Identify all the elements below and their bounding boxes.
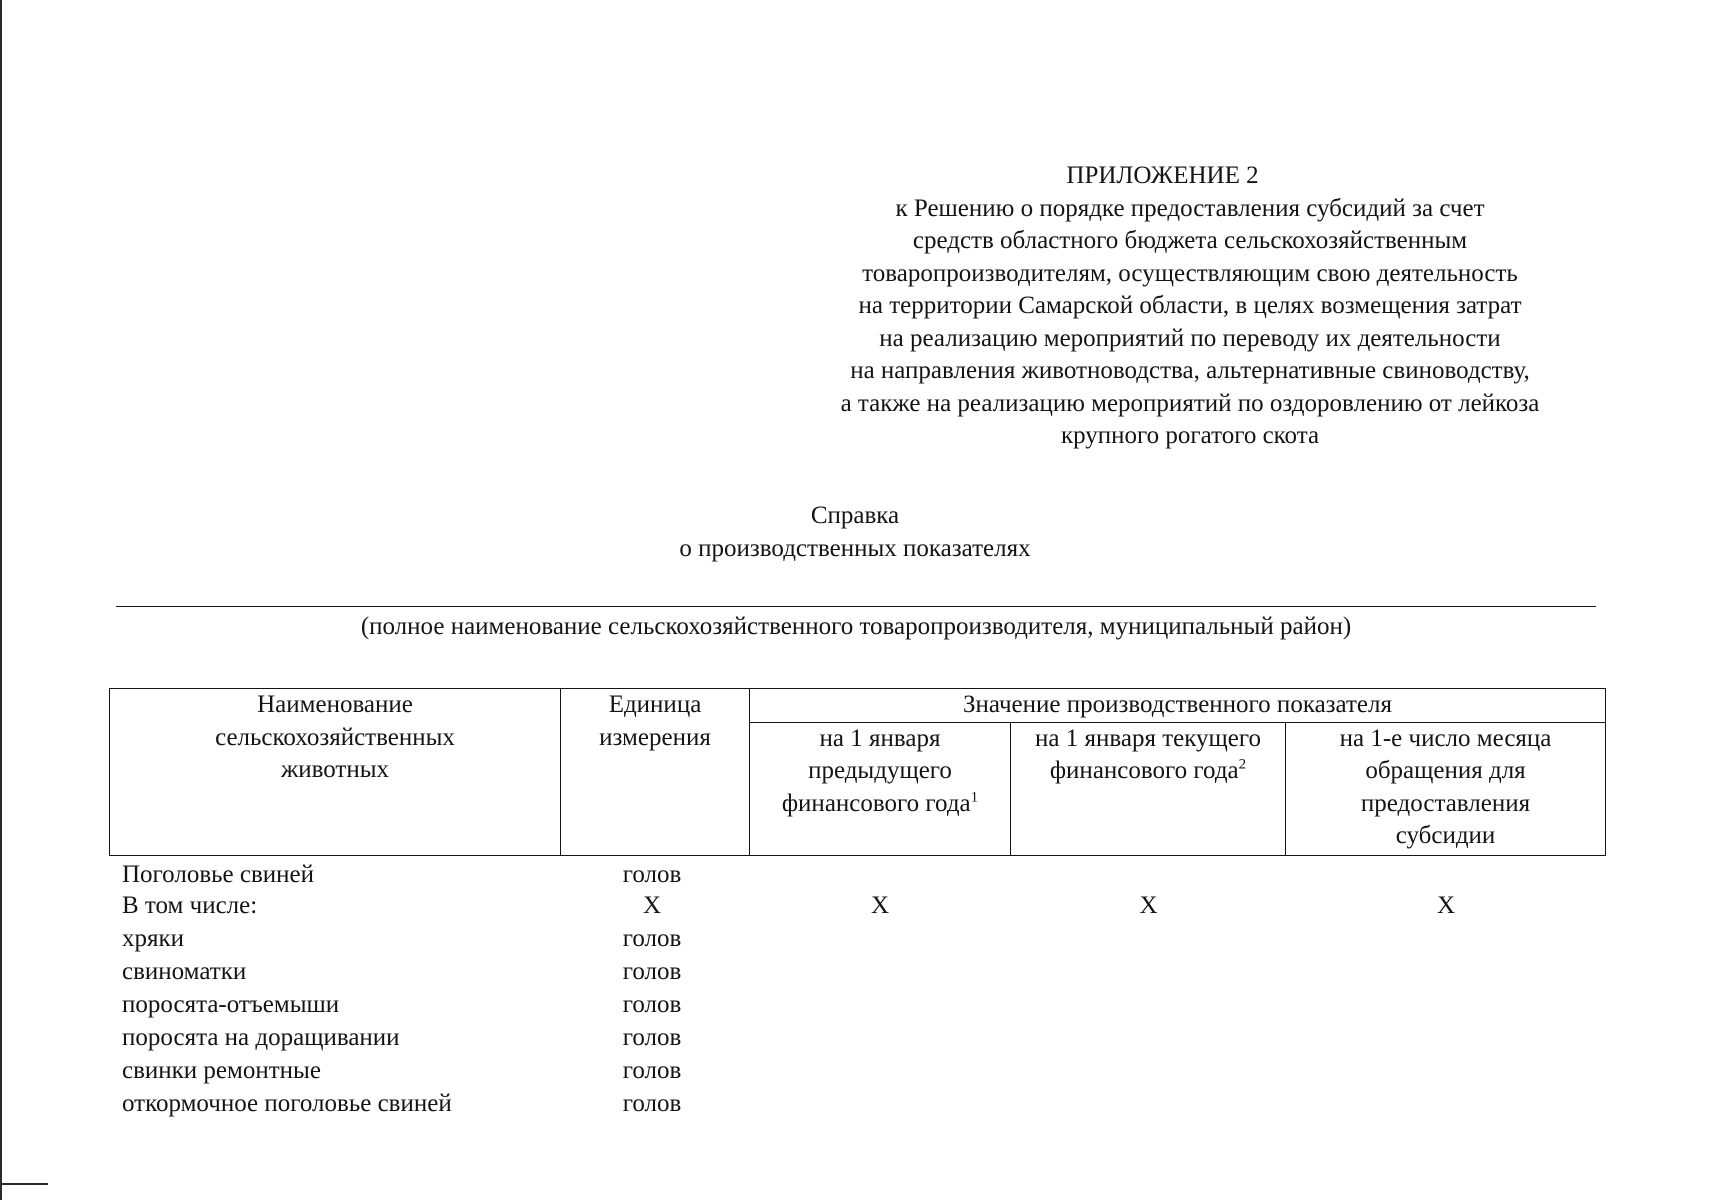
header-current-year: на 1 января текущего финансового года$^2$ xyxy=(1011,722,1286,855)
annex-line: товаропроизводителям, осуществляющим свою деятельность xyxy=(862,259,1518,287)
annex-line: средств областного бюджета сельскохозяйственным xyxy=(912,227,1468,254)
header-animal: Наименование сельскохозяйственных животных xyxy=(110,689,561,856)
annex-line: к Решению о порядке предоставления субсидий за счет xyxy=(895,194,1485,222)
animal-name: Поголовье свиней xyxy=(122,861,315,888)
annex-line: крупного рогатого скота xyxy=(1060,422,1320,449)
unit-cell: голов xyxy=(622,991,682,1018)
document-title: Справка xyxy=(810,502,900,529)
header-prev-year: на 1 января предыдущего финансового года$^1$ xyxy=(750,722,1011,855)
annex-line: на направления животноводства, альтернативные свиноводству, xyxy=(850,357,1530,384)
annex-line: на реализацию мероприятий по переводу их деятельности xyxy=(879,324,1501,352)
prev-year-cell: Х xyxy=(870,892,890,919)
animal-name: откормочное поголовье свиней xyxy=(122,1090,452,1117)
annex-title: ПРИЛОЖЕНИЕ 2 xyxy=(1066,162,1259,189)
unit-cell: голов xyxy=(622,958,682,985)
annex-block xyxy=(760,160,1620,453)
header-value-group: Значение производственного показателя xyxy=(750,689,1606,723)
unit-cell: голов xyxy=(622,925,682,952)
animal-name: поросята-отъемыши xyxy=(122,991,340,1018)
header-unit: Единица измерения xyxy=(561,689,750,856)
producer-name-line xyxy=(116,606,1596,607)
animal-name: В том числе: xyxy=(122,892,258,919)
header-application-month: на 1-е число месяца обращения для предоставления субсидии xyxy=(1286,722,1606,855)
page-edge-mark xyxy=(0,1183,48,1185)
application-cell: Х xyxy=(1436,892,1456,919)
unit-cell: голов xyxy=(622,861,682,888)
unit-cell: голов xyxy=(622,1024,682,1051)
document-subtitle: о производственных показателях xyxy=(679,535,1031,562)
footnote-ref: 1 xyxy=(970,789,979,806)
animal-name: хряки xyxy=(122,925,185,952)
animal-name: свиноматки xyxy=(122,958,247,985)
current-year-cell: Х xyxy=(1139,892,1158,919)
unit-cell: Х xyxy=(642,892,662,919)
footnote-ref: 2 xyxy=(1238,756,1247,773)
page-edge xyxy=(0,0,2,1200)
unit-cell: голов xyxy=(622,1090,682,1117)
producer-name-caption: (полное наименование сельскохозяйственного товаропроизводителя, муниципальный район) xyxy=(360,613,1352,640)
animal-name: поросята на доращивании xyxy=(122,1024,400,1051)
annex-line: а также на реализацию мероприятий по оздоровлению от лейкоза xyxy=(840,389,1540,417)
unit-cell: голов xyxy=(622,1057,682,1084)
indicators-table-header xyxy=(109,688,1606,856)
annex-line: на территории Самарской области, в целях возмещения затрат xyxy=(858,292,1522,319)
animal-name: свинки ремонтные xyxy=(122,1057,321,1084)
